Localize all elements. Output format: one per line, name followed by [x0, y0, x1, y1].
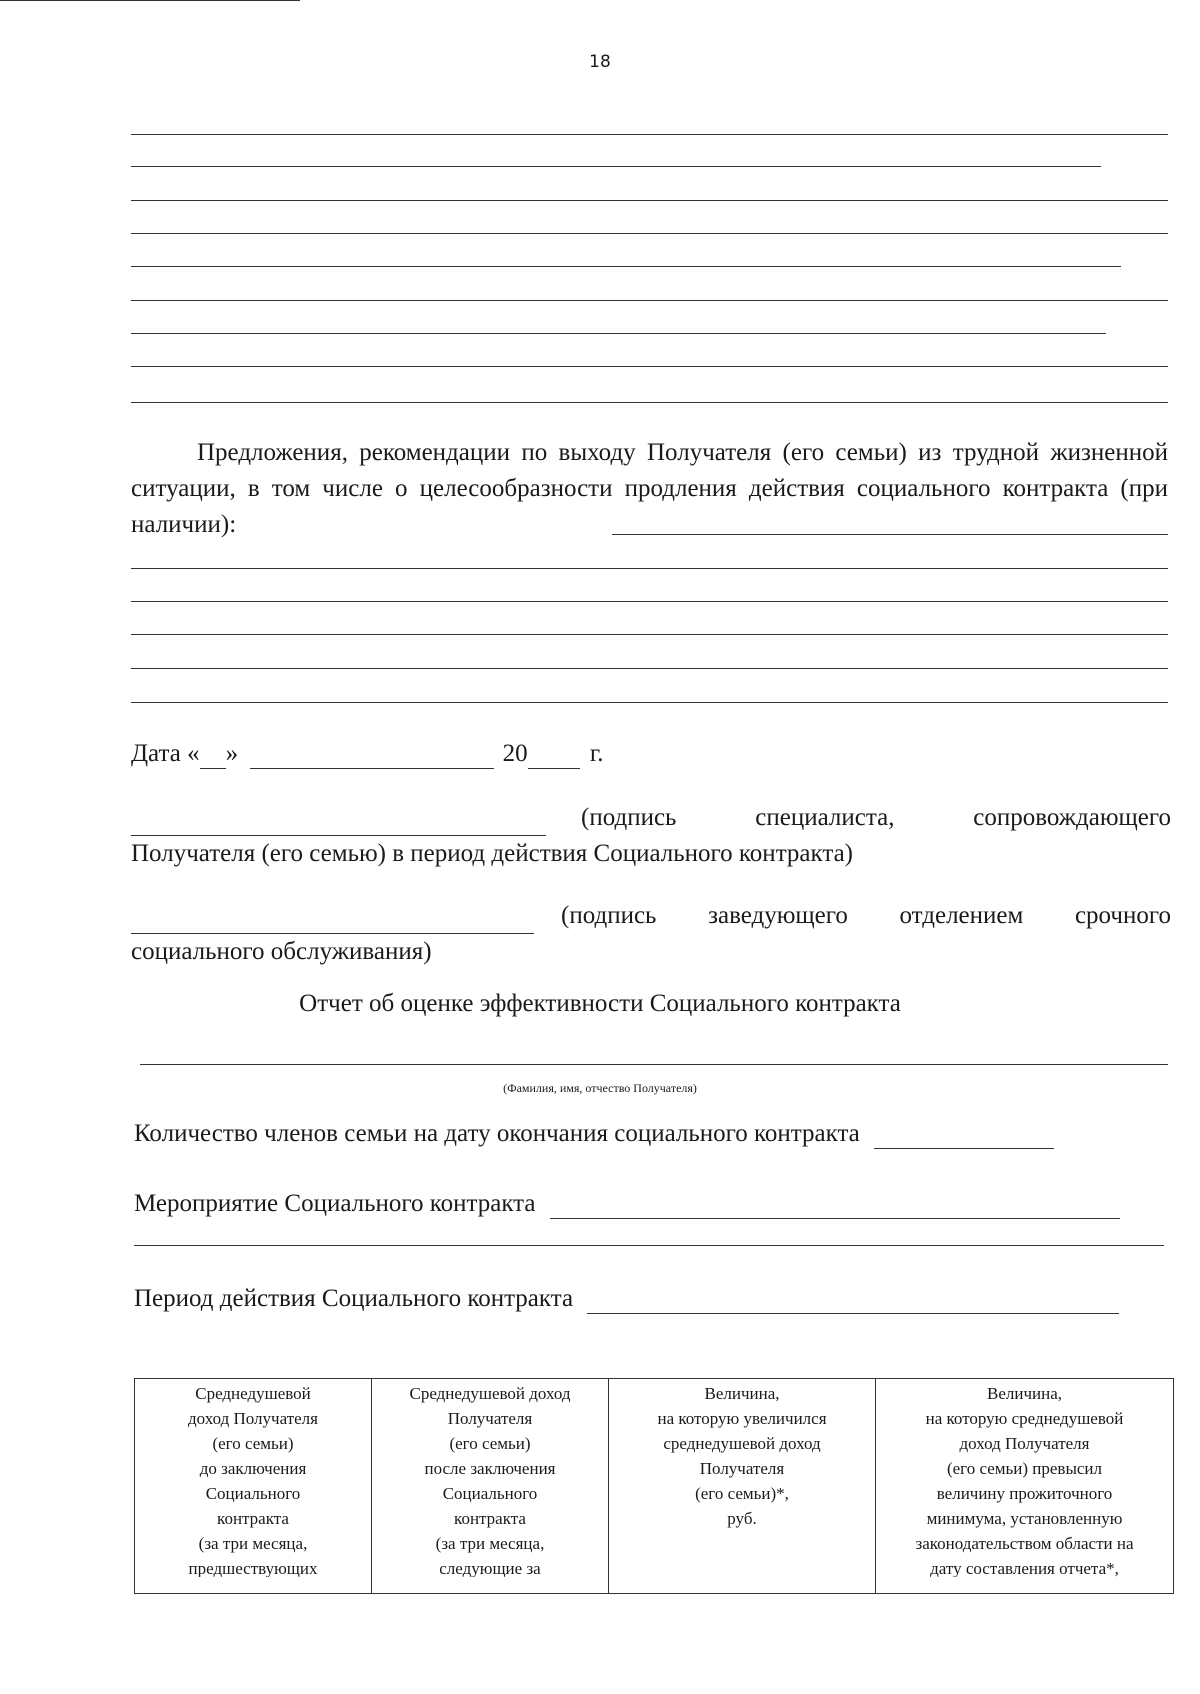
- blank-line: [131, 200, 1168, 201]
- recipient-name-caption: (Фамилия, имя, отчество Получателя): [503, 1081, 697, 1095]
- family-count-row: [134, 1120, 1174, 1149]
- day-field[interactable]: [200, 740, 226, 769]
- family-count-field[interactable]: [874, 1120, 1054, 1149]
- signature-specialist-label-cont: Получателя (его семью) в период действия Социального контракта): [131, 840, 853, 867]
- event-field-line2[interactable]: [134, 1245, 1164, 1246]
- signature-head-label: (подпись заведующего отделением срочного: [561, 902, 1171, 929]
- header-line: (его семьи) превысил: [946, 1459, 1103, 1478]
- proposals-paragraph: [131, 435, 1168, 543]
- event-row: [134, 1190, 1174, 1219]
- header-line: доход Получателя: [959, 1434, 1090, 1453]
- blank-line: [131, 233, 1168, 234]
- header-line: (его семьи)*,: [695, 1484, 789, 1503]
- header-line: предшествующих: [188, 1559, 318, 1577]
- table-header-cell: [135, 1379, 372, 1594]
- header-line: Социального: [442, 1484, 538, 1503]
- header-line: среднедушевой доход: [663, 1434, 821, 1453]
- month-field[interactable]: [250, 740, 494, 769]
- proposals-inline-blank: [612, 534, 1168, 535]
- period-field[interactable]: [587, 1285, 1119, 1314]
- blank-line: [131, 568, 1168, 569]
- table-header-cell: [876, 1379, 1174, 1594]
- date-quote-close: »: [225, 740, 239, 767]
- header-line: дату составления отчета*,: [930, 1559, 1119, 1577]
- header-line: доход Получателя: [188, 1409, 318, 1428]
- header-line: на которую среднедушевой: [925, 1409, 1124, 1428]
- report-table: [134, 1378, 1174, 1594]
- header-line: минимума, установленную: [926, 1509, 1123, 1528]
- top-edge-rule: [0, 0, 300, 1]
- page-number: 18: [589, 52, 611, 72]
- header-line: Среднедушевой доход: [409, 1384, 571, 1403]
- blank-line: [131, 333, 1106, 334]
- table-header-cell: [372, 1379, 609, 1594]
- header-line: Получателя: [447, 1409, 533, 1428]
- period-label: Период действия Социального контракта: [134, 1285, 574, 1312]
- signature-head-label-cont: социального обслуживания): [131, 938, 432, 965]
- blank-line: [131, 366, 1168, 367]
- period-row: [134, 1285, 1174, 1314]
- blank-line: [131, 134, 1168, 135]
- blank-line: [131, 601, 1168, 602]
- table-header-row: [135, 1379, 1174, 1594]
- report-title: Отчет об оценке эффективности Социального контракта: [299, 990, 901, 1017]
- header-line: Величина,: [704, 1384, 780, 1403]
- recipient-name-field[interactable]: [140, 1064, 1168, 1065]
- header-line: законодательством области на: [915, 1534, 1134, 1553]
- header-line: руб.: [727, 1509, 757, 1528]
- table-header-cell: [609, 1379, 876, 1594]
- header-line: следующие за: [439, 1559, 541, 1577]
- header-line: Получателя: [699, 1459, 785, 1478]
- family-count-label: Количество членов семьи на дату окончания социального контракта: [134, 1120, 860, 1147]
- header-line: Величина,: [986, 1384, 1062, 1403]
- date-line: [131, 740, 604, 769]
- blank-line: [131, 266, 1121, 267]
- header-line: до заключения: [199, 1459, 307, 1478]
- year-field[interactable]: [528, 740, 580, 769]
- header-line: величину прожиточного: [936, 1484, 1113, 1503]
- signature-specialist-label: (подпись специалиста, сопровождающего: [581, 804, 1171, 831]
- header-line: после заключения: [424, 1459, 556, 1478]
- year-suffix: г.: [589, 740, 604, 767]
- header-line: (его семьи): [212, 1434, 294, 1453]
- signature-head-block: [131, 898, 1171, 970]
- signature-specialist-field[interactable]: [131, 807, 546, 836]
- signature-head-field[interactable]: [131, 905, 534, 934]
- signature-specialist-block: [131, 800, 1171, 872]
- header-line: Социального: [205, 1484, 301, 1503]
- proposals-text: Предложения, рекомендации по выходу Получателя (его семьи) из трудной жизненной ситуации, в том числе о целесообразности продления действия социального контракта (при наличии):: [131, 439, 1168, 538]
- header-line: (его семьи): [449, 1434, 531, 1453]
- year-prefix: 20: [502, 740, 528, 767]
- event-field[interactable]: [550, 1190, 1120, 1219]
- blank-line: [131, 402, 1168, 403]
- header-line: на которую увеличился: [657, 1409, 827, 1428]
- header-line: (за три месяца,: [198, 1534, 308, 1553]
- blank-line: [131, 634, 1168, 635]
- blank-line: [131, 300, 1168, 301]
- header-line: контракта: [454, 1509, 526, 1528]
- header-line: Среднедушевой: [195, 1384, 311, 1403]
- header-line: контракта: [217, 1509, 289, 1528]
- date-prefix: Дата «: [131, 740, 200, 767]
- event-label: Мероприятие Социального контракта: [134, 1190, 536, 1217]
- blank-line: [131, 166, 1101, 167]
- blank-line: [131, 668, 1168, 669]
- header-line: (за три месяца,: [435, 1534, 545, 1553]
- blank-line: [131, 702, 1168, 703]
